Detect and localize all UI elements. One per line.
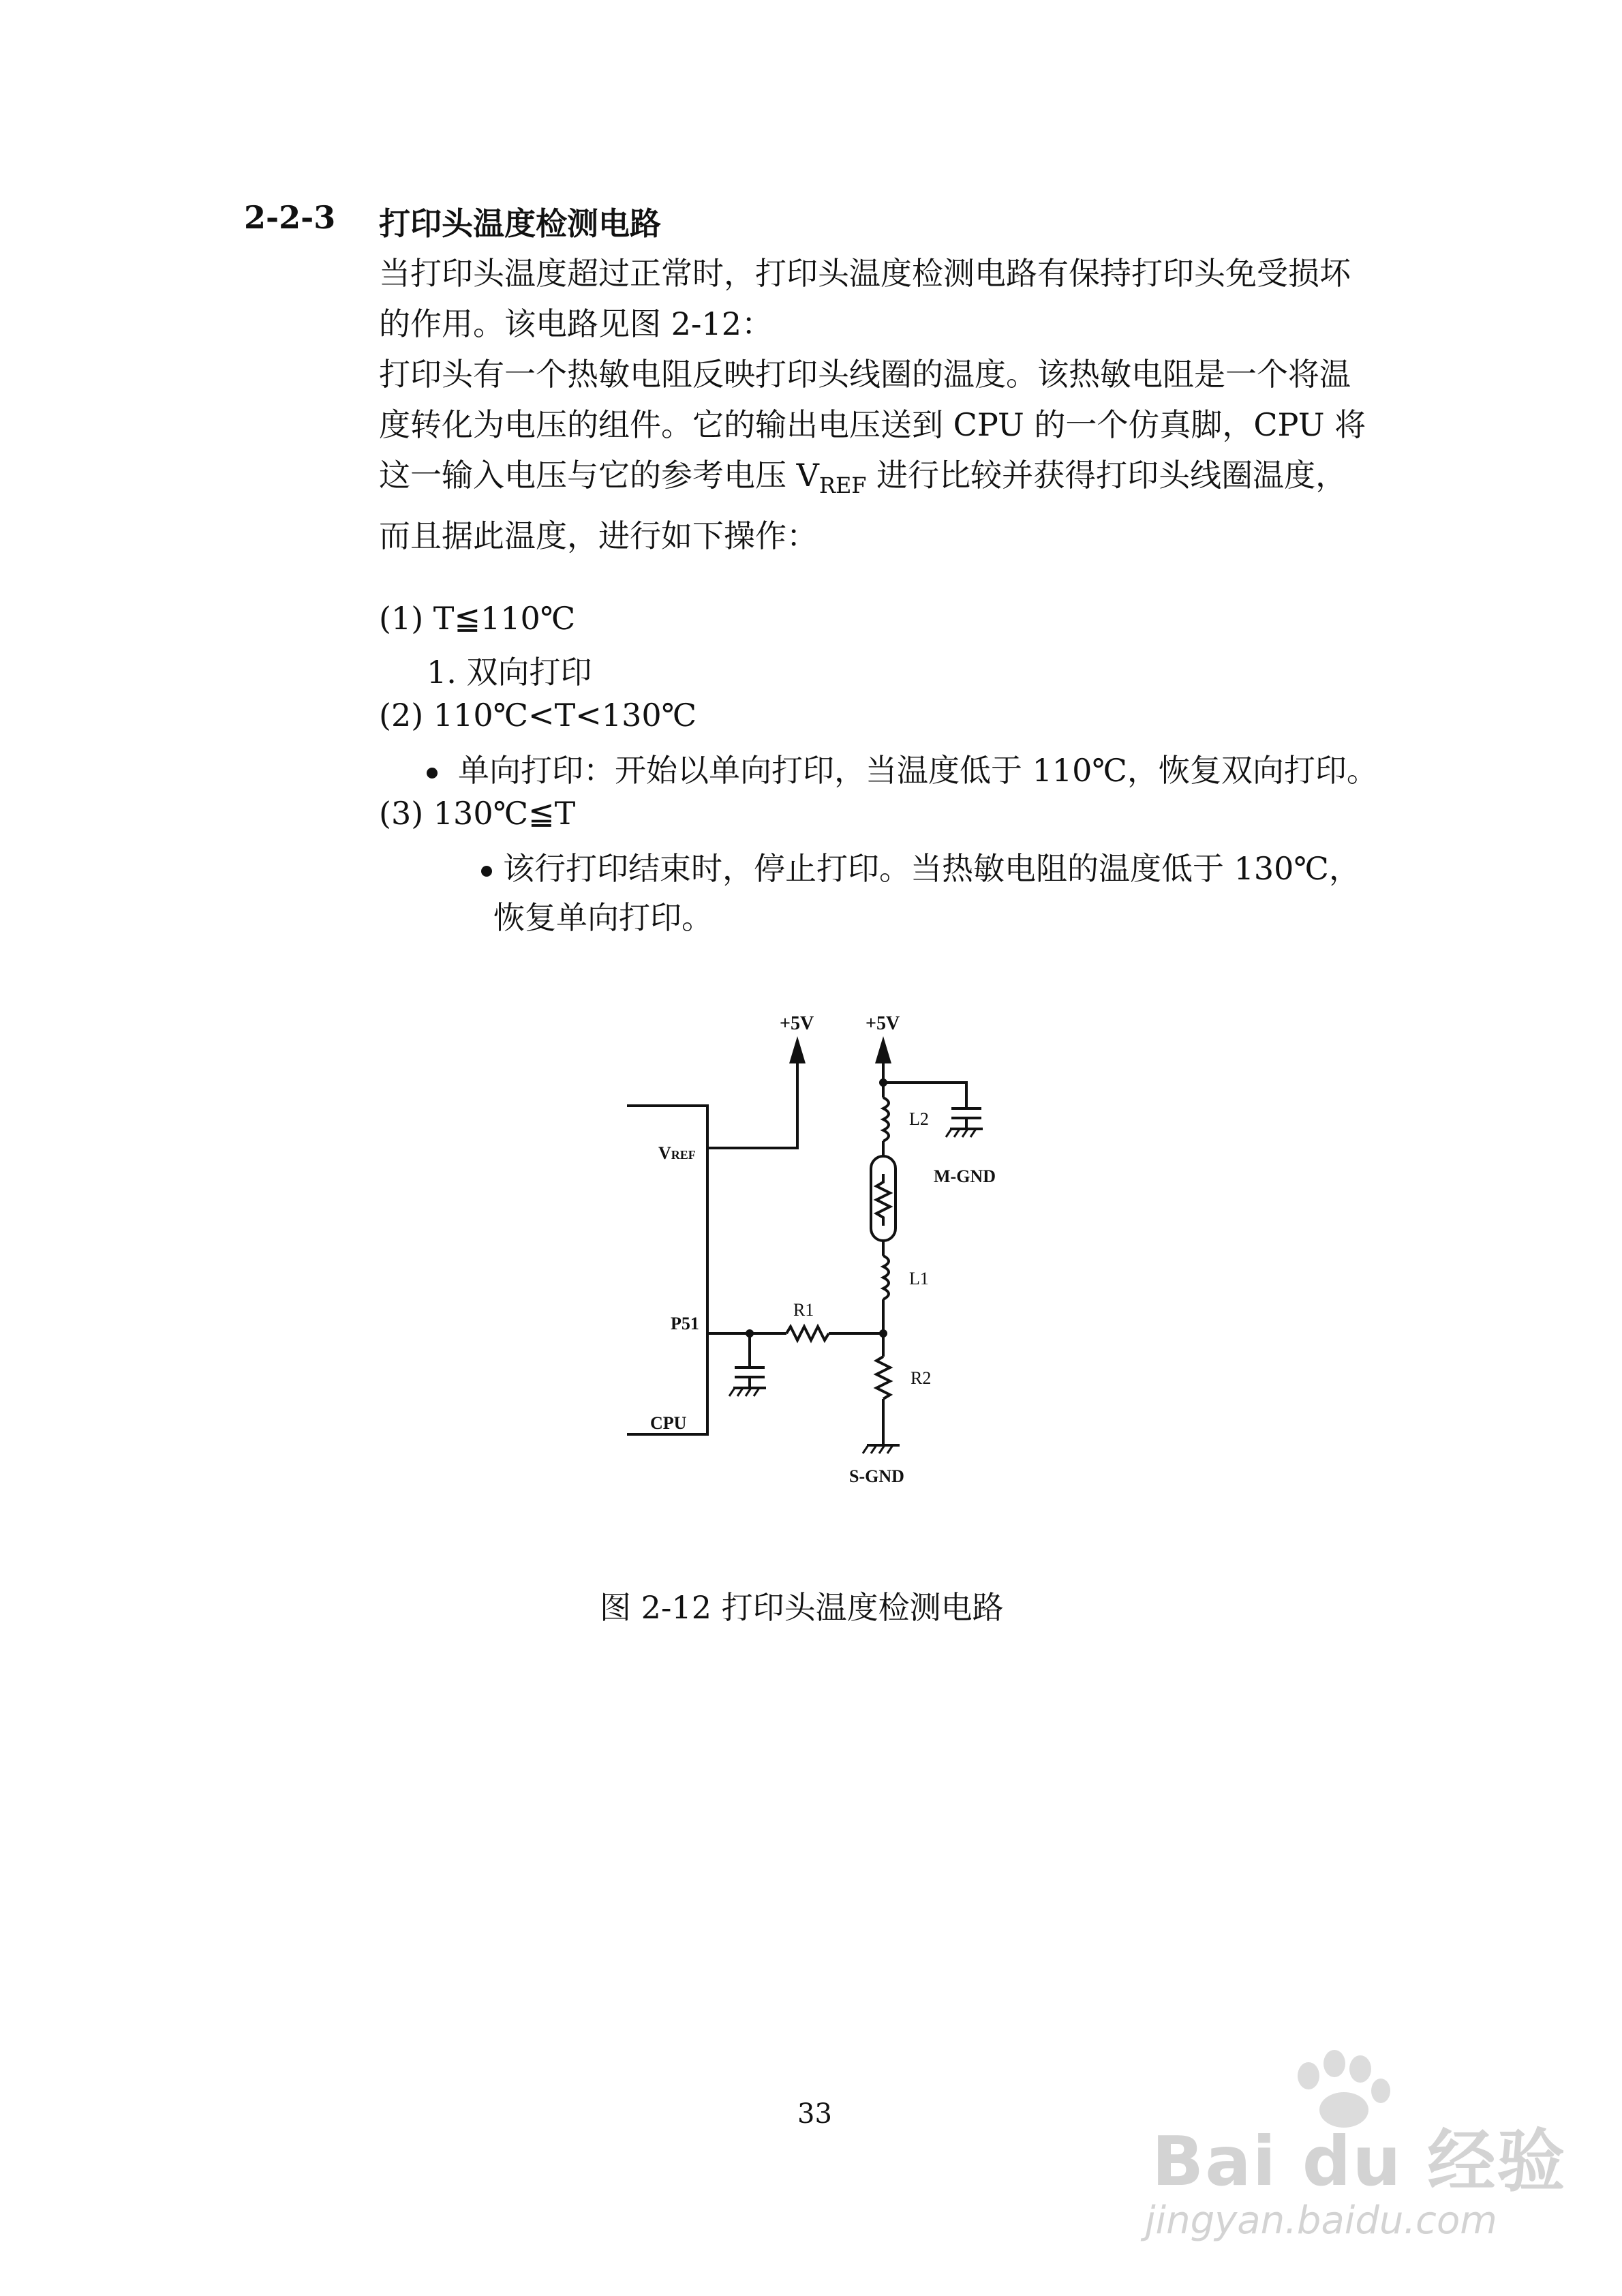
vref-wire [707,1063,797,1148]
resistor-r2 [876,1357,890,1399]
junction-dot [879,1078,887,1087]
mgnd-label: M-GND [934,1166,996,1186]
desc-line-3 [379,450,1401,511]
resistor-r1 [786,1327,829,1340]
r1-label: R1 [793,1300,814,1320]
desc-line-3-suffix: 进行比较并获得打印头线圈温度， [866,457,1347,494]
section-number: 2-2-3 [244,199,336,236]
vref-label: VREF [658,1143,696,1163]
description-paragraph [379,349,1401,561]
watermark-url: jingyan.baidu.com [1145,2199,1497,2243]
condition-3-text-1: 该行打印结束时，停止打印。当热敏电阻的温度低于 130℃， [503,850,1360,887]
thermistor-body [871,1156,896,1241]
vcc-right-arrow-icon [875,1036,891,1063]
vcc-left-arrow-icon [789,1036,806,1063]
inductor-l1 [883,1256,889,1299]
l2-label: L2 [909,1109,929,1129]
vref-subscript: REF [818,472,867,498]
bullet-icon [427,768,438,779]
r2-label: R2 [911,1368,932,1388]
intro-line-2: 的作用。该电路见图 2-12： [379,305,773,342]
thermistor-zigzag [876,1174,890,1226]
condition-2-text: 单向打印：开始以单向打印，当温度低于 110℃，恢复双向打印。 [458,752,1378,789]
vcc-right-label: +5V [866,1013,900,1034]
cpu-label: CPU [650,1413,687,1433]
bullet-icon [481,866,492,877]
junction-dot [879,1329,887,1338]
condition-3-label: (3) 130℃≦T [379,795,576,832]
junction-dot [746,1329,754,1338]
desc-line-3-prefix: 这一输入电压与它的参考电压 V [379,457,819,494]
intro-line-1: 当打印头温度超过正常时，打印头温度检测电路有保持打印头免受损坏 [379,255,1351,292]
sgnd-label: S-GND [849,1466,904,1486]
vcc-left-label: +5V [780,1013,814,1034]
condition-2-action [427,746,1378,791]
l1-label: L1 [909,1269,929,1288]
desc-line-1: 打印头有一个热敏电阻反映打印头线圈的温度。该热敏电阻是一个将温 [379,356,1351,393]
inductor-l2 [883,1098,889,1141]
temperature-detection-circuit [613,995,1050,1500]
watermark-logo: Bai du 经验 [1152,2121,1567,2201]
condition-1-action: 1. 双向打印 [427,654,592,691]
condition-3-action-line-2: 恢复单向打印。 [493,899,713,936]
desc-line-2: 度转化为电压的组件。它的输出电压送到 CPU 的一个仿真脚，CPU 将 [379,406,1366,443]
p51-label: P51 [671,1314,699,1333]
condition-3-action-line-1 [481,844,1360,889]
mgnd-branch-wire [883,1083,966,1108]
condition-2-label: (2) 110℃<T<130℃ [379,697,697,734]
section-title: 打印头温度检测电路 [379,205,661,242]
condition-1-label: (1) T≦110℃ [379,600,576,637]
figure-caption: 图 2-12 打印头温度检测电路 [600,1589,1004,1626]
page-number: 33 [797,2098,832,2130]
intro-paragraph [379,248,1401,349]
desc-line-4: 而且据此温度，进行如下操作： [379,517,818,554]
